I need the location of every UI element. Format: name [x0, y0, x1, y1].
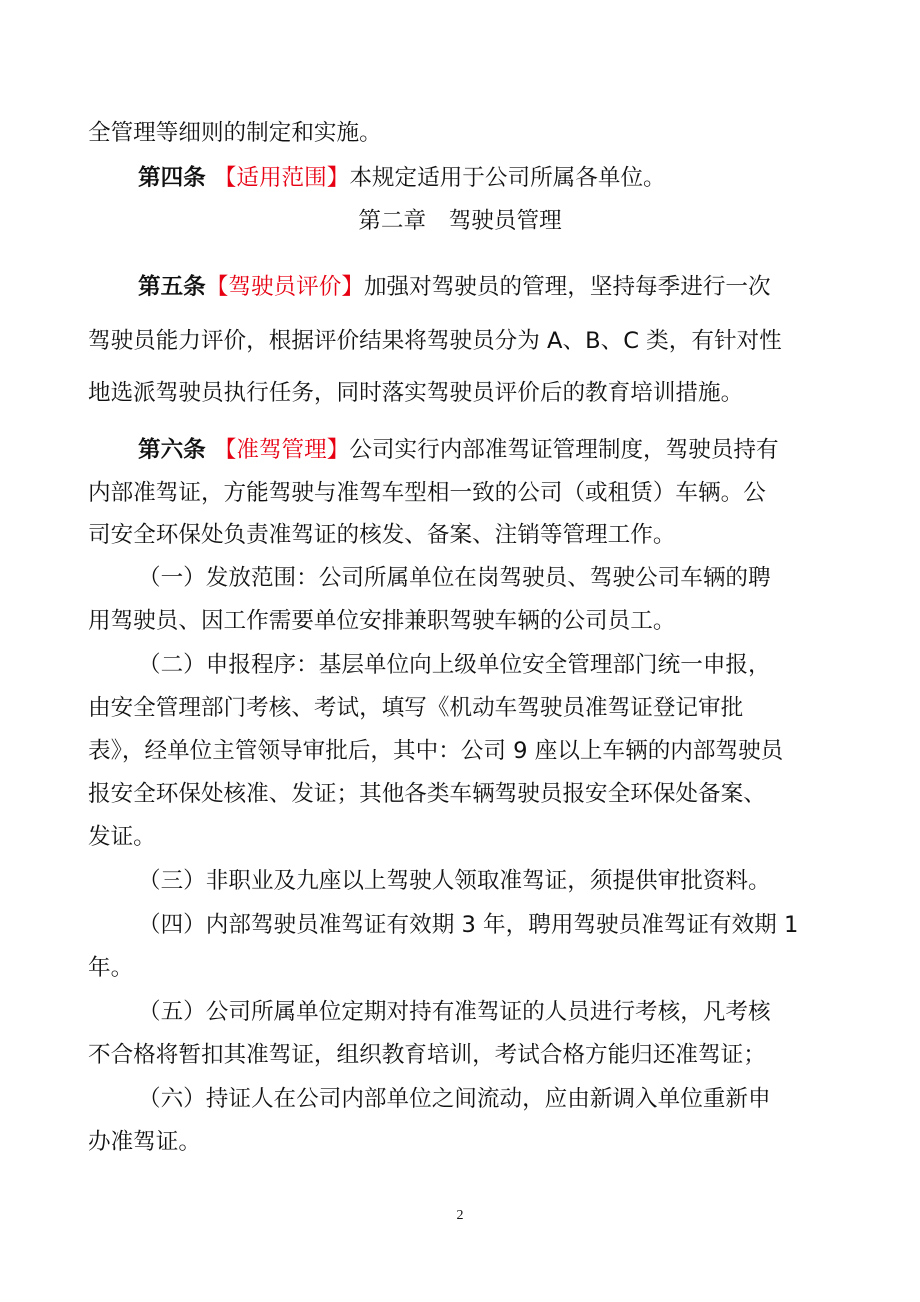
text-line: 由安全管理部门考核、考试，填写《机动车驾驶员准驾证登记审批: [88, 695, 744, 721]
page-number: 2: [456, 1208, 464, 1223]
article-text: 公司实行内部准驾证管理制度，驾驶员持有: [349, 437, 779, 463]
article-heading: 第四条: [138, 165, 206, 191]
text-line: 年。: [88, 955, 134, 981]
text-line: 办准驾证。: [88, 1129, 201, 1155]
article-4: [138, 163, 666, 193]
clause-2: （二）申报程序：基层单位向上级单位安全管理部门统一申报，: [138, 652, 771, 678]
clause-1: （一）发放范围：公司所属单位在岗驾驶员、驾驶公司车辆的聘: [138, 565, 771, 591]
article-5: [138, 272, 771, 302]
clause-5: （五）公司所属单位定期对持有准驾证的人员进行考核，凡考核: [138, 999, 771, 1025]
text-line: 司安全环保处负责准驾证的核发、备案、注销等管理工作。: [88, 522, 676, 548]
text-line: 驾驶员能力评价，根据评价结果将驾驶员分为 A、B、C 类，有针对性: [88, 328, 782, 354]
article-tag: 【准驾管理】: [213, 437, 350, 463]
clause-4: （四）内部驾驶员准驾证有效期 3 年，聘用驾驶员准驾证有效期 1: [138, 912, 799, 938]
article-tag: 【驾驶员评价】: [205, 274, 364, 300]
article-text: 本规定适用于公司所属各单位。: [349, 165, 666, 191]
text-line: 发证。: [88, 824, 156, 850]
clause-6: （六）持证人在公司内部单位之间流动，应由新调入单位重新申: [138, 1086, 771, 1112]
text-line: 表》，经单位主管领导审批后，其中：公司 9 座以上车辆的内部驾驶员: [88, 738, 784, 764]
article-text: 加强对驾驶员的管理，坚持每季进行一次: [363, 274, 771, 300]
chapter-title: 第二章 驾驶员管理: [358, 208, 562, 234]
article-6: [138, 435, 779, 465]
text-line: 不合格将暂扣其准驾证，组织教育培训，考试合格方能归还准驾证；: [88, 1042, 766, 1068]
text-line: 内部准驾证，方能驾驶与准驾车型相一致的公司（或租赁）车辆。公: [88, 480, 766, 506]
article-heading: 第五条: [138, 274, 206, 300]
clause-3: （三）非职业及九座以上驾驶人领取准驾证，须提供审批资料。: [138, 868, 771, 894]
text-line: 用驾驶员、因工作需要单位安排兼职驾驶车辆的公司员工。: [88, 608, 676, 634]
text-line: 地选派驾驶员执行任务，同时落实驾驶员评价后的教育培训措施。: [88, 380, 744, 406]
article-tag: 【适用范围】: [213, 165, 350, 191]
article-heading: 第六条: [138, 437, 206, 463]
text-line: 全管理等细则的制定和实施。: [88, 120, 382, 146]
text-line: 报安全环保处核准、发证；其他各类车辆驾驶员报安全环保处备案、: [88, 781, 766, 807]
